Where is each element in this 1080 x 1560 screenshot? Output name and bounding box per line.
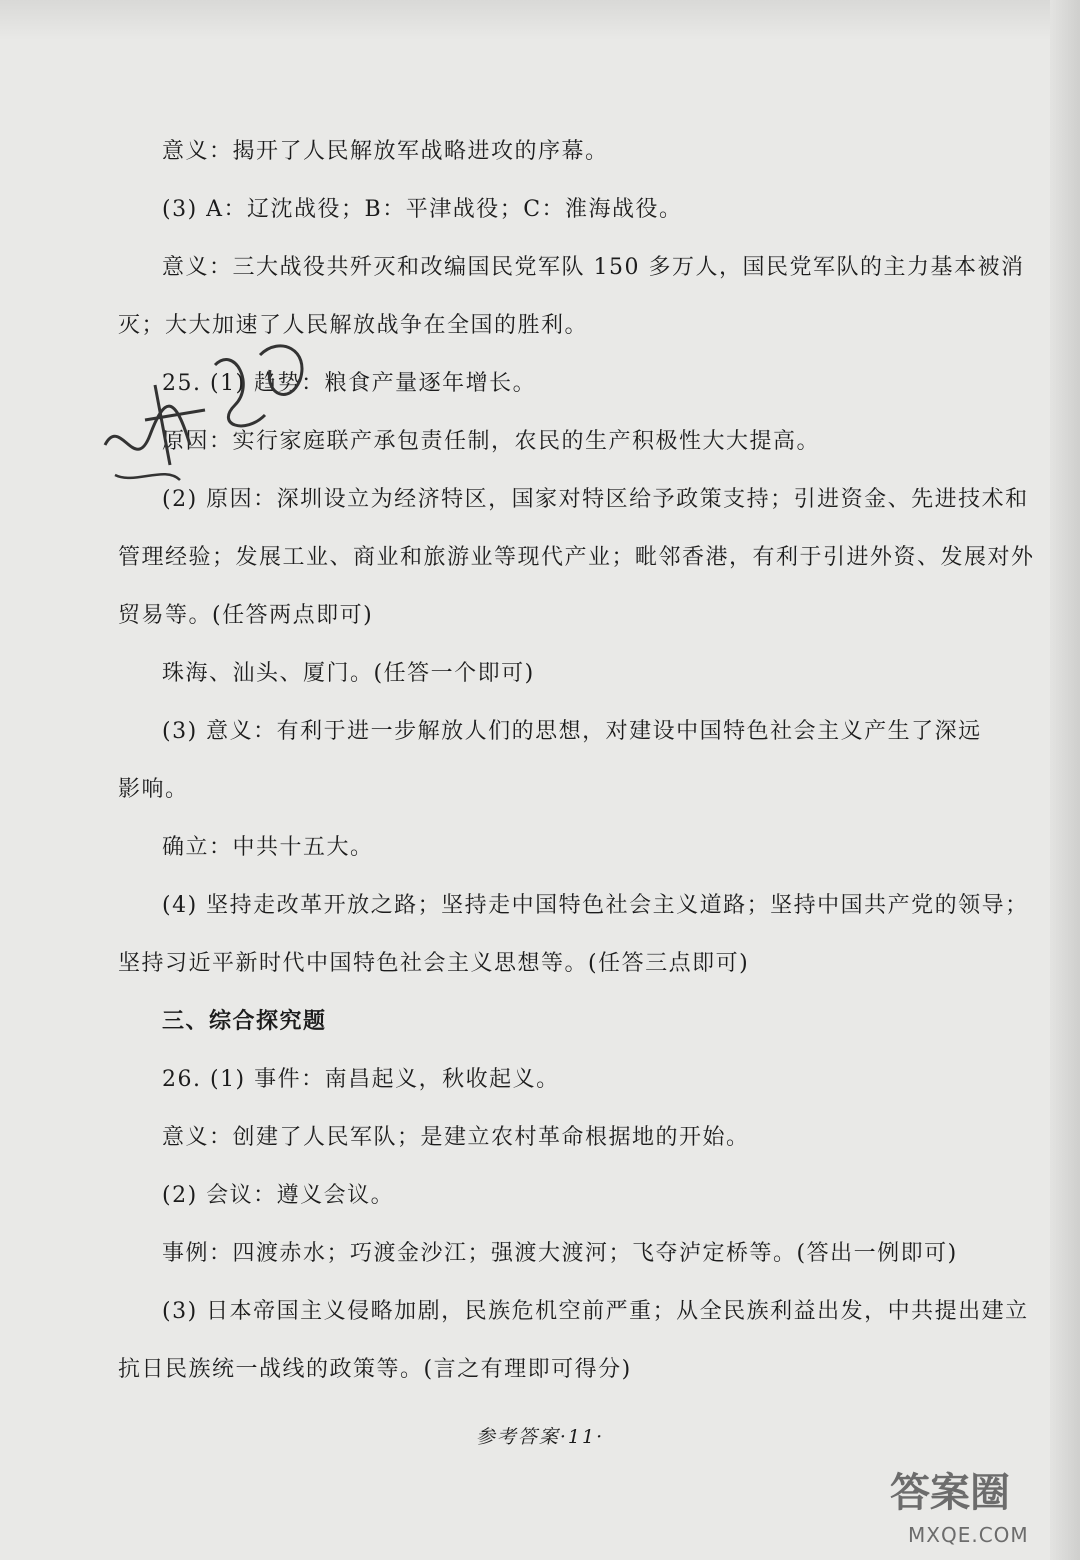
- answer-line: 管理经验；发展工业、商业和旅游业等现代产业；毗邻香港，有利于引进外资、发展对外: [118, 545, 1035, 570]
- answer-line: (3) 意义：有利于进一步解放人们的思想，对建设中国特色社会主义产生了深远: [162, 719, 982, 744]
- answer-line: 确立：中共十五大。: [162, 835, 374, 860]
- answer-line: 坚持习近平新时代中国特色社会主义思想等。(任答三点即可): [118, 951, 750, 976]
- page-top-shadow: [0, 0, 1080, 40]
- page-footer: 参考答案·11·: [475, 1426, 605, 1448]
- answer-line: 珠海、汕头、厦门。(任答一个即可): [162, 661, 535, 686]
- answer-line: 意义：揭开了人民解放军战略进攻的序幕。: [162, 139, 609, 164]
- page-right-edge: [1050, 0, 1080, 1560]
- answer-line: 事例：四渡赤水；巧渡金沙江；强渡大渡河；飞夺泸定桥等。(答出一例即可): [162, 1241, 958, 1266]
- answer-text-block: [118, 132, 1035, 1408]
- answer-line: (2) 原因：深圳设立为经济特区，国家对特区给予政策支持；引进资金、先进技术和: [162, 487, 1029, 512]
- answer-line: 意义：三大战役共歼灭和改编国民党军队 150 多万人，国民党军队的主力基本被消: [162, 255, 1025, 280]
- watermark-text: 答案圈: [890, 1470, 1010, 1516]
- site-watermark-logo: [890, 1462, 1060, 1552]
- answer-line: 灭；大大加速了人民解放战争在全国的胜利。: [118, 313, 589, 338]
- answer-line: 影响。: [118, 777, 189, 802]
- answer-line: (4) 坚持走改革开放之路；坚持走中国特色社会主义道路；坚持中国共产党的领导；: [162, 893, 1029, 918]
- watermark-url: MXQE.COM: [908, 1523, 1029, 1547]
- answer-line: 抗日民族统一战线的政策等。(言之有理即可得分): [118, 1357, 632, 1382]
- handwritten-scribble: [95, 325, 325, 495]
- answer-line: 25. (1) 趋势：粮食产量逐年增长。: [162, 371, 537, 396]
- answer-line: (3) 日本帝国主义侵略加剧，民族危机空前严重；从全民族利益出发，中共提出建立: [162, 1299, 1029, 1324]
- answer-line: (2) 会议：遵义会议。: [162, 1183, 395, 1208]
- answer-line: (3) A：辽沈战役；B：平津战役；C：淮海战役。: [162, 197, 683, 222]
- section-heading: 三、综合探究题: [162, 1009, 327, 1034]
- answer-line: 贸易等。(任答两点即可): [118, 603, 374, 628]
- answer-line: 意义：创建了人民军队；是建立农村革命根据地的开始。: [162, 1125, 750, 1150]
- answer-line: 26. (1) 事件：南昌起义，秋收起义。: [162, 1067, 560, 1092]
- answer-line: 原因：实行家庭联产承包责任制，农民的生产积极性大大提高。: [162, 429, 821, 454]
